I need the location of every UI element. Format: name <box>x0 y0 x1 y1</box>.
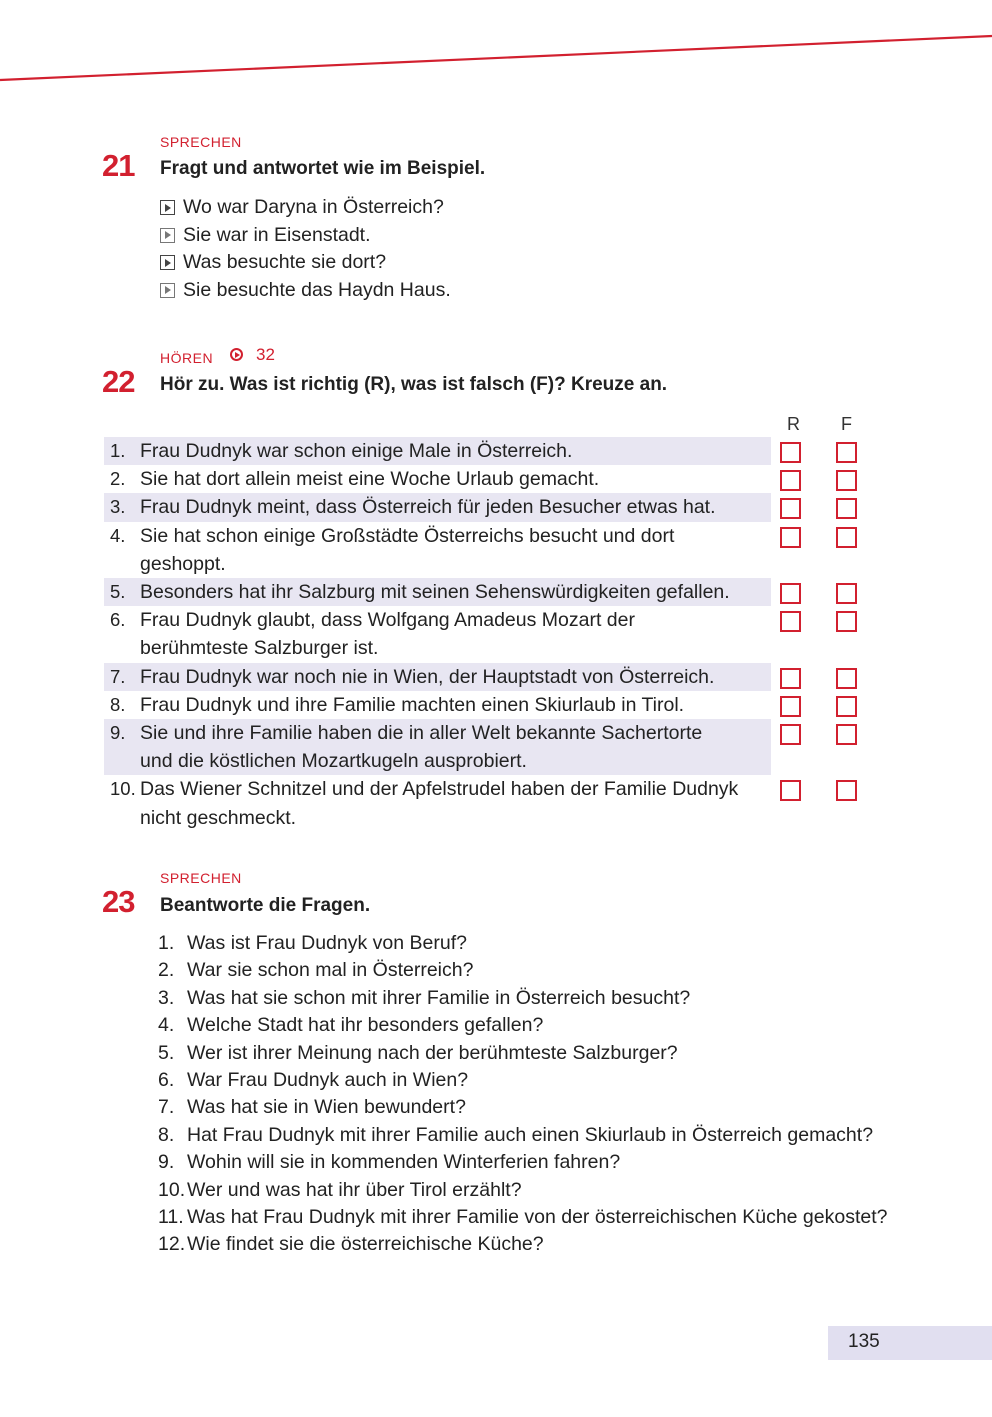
question-item <box>158 957 907 984</box>
statement-text-line: und die köstlichen Mozartkugeln ausprobiert. <box>140 750 527 773</box>
play-icon <box>160 228 175 243</box>
question-text: Was hat Frau Dudnyk mit ihrer Familie von der österreichischen Küche gekostet? <box>187 1206 888 1229</box>
checkbox-falsch[interactable] <box>836 527 857 548</box>
question-text: Wohin will sie in kommenden Winterferien fahren? <box>187 1151 621 1174</box>
statement-text-line: Sie und ihre Familie haben die in aller Welt bekannte Sachertorte <box>140 721 703 744</box>
checkbox-falsch[interactable] <box>836 724 857 745</box>
exercise-21-dialog <box>160 194 451 304</box>
question-number: 2. <box>158 959 175 982</box>
question-item <box>158 1094 907 1121</box>
statement-text <box>140 775 768 831</box>
checkbox-richtig[interactable] <box>780 498 801 519</box>
column-header-richtig: R <box>787 414 800 434</box>
statement-text-line: nicht geschmeckt. <box>140 806 297 829</box>
statement-number: 8. <box>110 693 126 715</box>
statement-number: 6. <box>110 609 126 631</box>
question-number: 7. <box>158 1096 175 1119</box>
exercise-23-title: Beantworte die Fragen. <box>160 895 371 916</box>
exercise-22-tag: HÖREN <box>160 350 214 366</box>
exercise-21-title: Fragt und antwortet wie im Beispiel. <box>160 158 486 179</box>
statement-text-line: Frau Dudnyk glaubt, dass Wolfgang Amadeus Mozart der <box>140 609 635 632</box>
question-item <box>158 1149 907 1176</box>
question-text: Was hat sie in Wien bewundert? <box>187 1096 466 1119</box>
question-item <box>158 985 907 1012</box>
question-number: 10. <box>158 1178 186 1201</box>
question-item <box>158 1122 907 1149</box>
question-text: Wie findet sie die österreichische Küche? <box>187 1233 544 1256</box>
checkbox-falsch[interactable] <box>836 611 857 632</box>
checkbox-falsch[interactable] <box>836 583 857 604</box>
statement-text <box>140 719 768 775</box>
statement-text <box>140 522 768 578</box>
exercise-21-tag: SPRECHEN <box>160 134 242 150</box>
question-number: 9. <box>158 1151 175 1174</box>
question-item <box>158 1231 907 1258</box>
statement-text-line: Frau Dudnyk war schon einige Male in Österreich. <box>140 440 573 462</box>
statement-row <box>104 719 771 775</box>
checkbox-falsch[interactable] <box>836 470 857 491</box>
dialog-line <box>160 249 451 277</box>
checkbox-falsch[interactable] <box>836 780 857 801</box>
checkbox-richtig[interactable] <box>780 442 801 463</box>
question-text: Wer und was hat ihr über Tirol erzählt? <box>187 1178 522 1201</box>
statement-text-line: Frau Dudnyk und ihre Familie machten einen Skiurlaub in Tirol. <box>140 693 685 716</box>
question-text: Hat Frau Dudnyk mit ihrer Familie auch einen Skiurlaub in Österreich gemacht? <box>187 1123 874 1146</box>
statement-text <box>140 493 768 521</box>
statement-number: 5. <box>110 580 126 602</box>
checkbox-falsch[interactable] <box>836 696 857 717</box>
question-number: 11. <box>158 1206 184 1229</box>
statement-text-line: Sie hat schon einige Großstädte Österreichs besucht und dort <box>140 524 675 547</box>
question-list <box>158 930 907 1259</box>
statement-text <box>140 606 768 662</box>
dialog-line <box>160 222 451 250</box>
play-icon <box>160 283 175 298</box>
statement-row <box>104 606 771 662</box>
statement-number: 4. <box>110 524 126 546</box>
checkbox-richtig[interactable] <box>780 611 801 632</box>
checkbox-richtig[interactable] <box>780 780 801 801</box>
question-item <box>158 1067 907 1094</box>
true-false-table <box>104 437 771 832</box>
dialog-line <box>160 194 451 222</box>
checkbox-richtig[interactable] <box>780 470 801 491</box>
statement-text-line: geshoppt. <box>140 552 226 575</box>
statement-row <box>104 663 771 691</box>
play-icon <box>160 200 175 215</box>
statement-number: 1. <box>110 440 126 461</box>
audio-track-number: 32 <box>256 345 275 364</box>
statement-row <box>104 465 771 493</box>
statement-text-line: Sie hat dort allein meist eine Woche Urlaub gemacht. <box>140 468 600 491</box>
statement-number: 3. <box>110 496 126 518</box>
statement-row <box>104 493 771 521</box>
question-item <box>158 1040 907 1067</box>
statement-row <box>104 578 771 606</box>
statement-text-line: Frau Dudnyk meint, dass Österreich für jeden Besucher etwas hat. <box>140 496 716 519</box>
checkbox-richtig[interactable] <box>780 583 801 604</box>
statement-number: 9. <box>110 721 126 743</box>
statement-text-line: Besonders hat ihr Salzburg mit seinen Sehenswürdigkeiten gefallen. <box>140 580 730 603</box>
statement-number: 10. <box>110 778 136 800</box>
checkbox-richtig[interactable] <box>780 696 801 717</box>
page-number: 135 <box>848 1331 880 1352</box>
statement-text <box>140 663 768 691</box>
statement-text <box>140 691 768 719</box>
statement-row <box>104 522 771 578</box>
dialog-line-text: Wo war Daryna in Österreich? <box>183 196 444 219</box>
question-item <box>158 1177 907 1204</box>
checkbox-richtig[interactable] <box>780 668 801 689</box>
question-number: 1. <box>158 932 175 954</box>
exercise-22-number: 22 <box>102 364 135 399</box>
checkbox-falsch[interactable] <box>836 498 857 519</box>
statement-row <box>104 775 771 831</box>
statement-row <box>104 437 771 465</box>
question-number: 5. <box>158 1041 175 1064</box>
dialog-line-text: Was besuchte sie dort? <box>183 251 387 274</box>
question-text: Was hat sie schon mit ihrer Familie in Österreich besucht? <box>187 986 691 1009</box>
statement-number: 7. <box>110 665 126 687</box>
statement-text-line: berühmteste Salzburger ist. <box>140 637 379 660</box>
question-item <box>158 1012 907 1039</box>
question-text: Wer ist ihrer Meinung nach der berühmteste Salzburger? <box>187 1041 678 1064</box>
audio-play-icon[interactable] <box>230 348 243 361</box>
statement-text-line: Frau Dudnyk war noch nie in Wien, der Hauptstadt von Österreich. <box>140 665 715 688</box>
checkbox-richtig[interactable] <box>780 527 801 548</box>
question-number: 4. <box>158 1014 175 1037</box>
checkbox-falsch[interactable] <box>836 442 857 463</box>
question-number: 8. <box>158 1123 175 1146</box>
question-number: 12. <box>158 1233 186 1256</box>
question-text: Welche Stadt hat ihr besonders gefallen? <box>187 1014 544 1037</box>
dialog-line-text: Sie besuchte das Haydn Haus. <box>183 278 451 301</box>
statement-text <box>140 465 768 493</box>
top-decorative-line <box>0 0 992 90</box>
question-text: War Frau Dudnyk auch in Wien? <box>187 1069 469 1092</box>
question-number: 6. <box>158 1069 175 1092</box>
question-number: 3. <box>158 986 175 1009</box>
statement-text-line: Das Wiener Schnitzel und der Apfelstrudel haben der Familie Dudnyk <box>140 778 739 801</box>
exercise-23-tag: SPRECHEN <box>160 870 242 886</box>
question-text: War sie schon mal in Österreich? <box>187 959 474 982</box>
question-item <box>158 930 907 957</box>
statement-text <box>140 578 768 606</box>
checkbox-falsch[interactable] <box>836 668 857 689</box>
dialog-line-text: Sie war in Eisenstadt. <box>183 223 371 246</box>
dialog-line <box>160 277 451 305</box>
statement-text <box>140 437 768 465</box>
checkbox-richtig[interactable] <box>780 724 801 745</box>
question-text: Was ist Frau Dudnyk von Beruf? <box>187 932 467 954</box>
exercise-22-title: Hör zu. Was ist richtig (R), was ist falsch (F)? Kreuze an. <box>160 374 668 395</box>
play-icon <box>160 255 175 270</box>
statement-number: 2. <box>110 468 126 490</box>
exercise-21-number: 21 <box>102 148 135 183</box>
question-item <box>158 1204 907 1231</box>
column-header-falsch: F <box>841 414 852 434</box>
statement-row <box>104 691 771 719</box>
exercise-23-number: 23 <box>102 884 135 919</box>
